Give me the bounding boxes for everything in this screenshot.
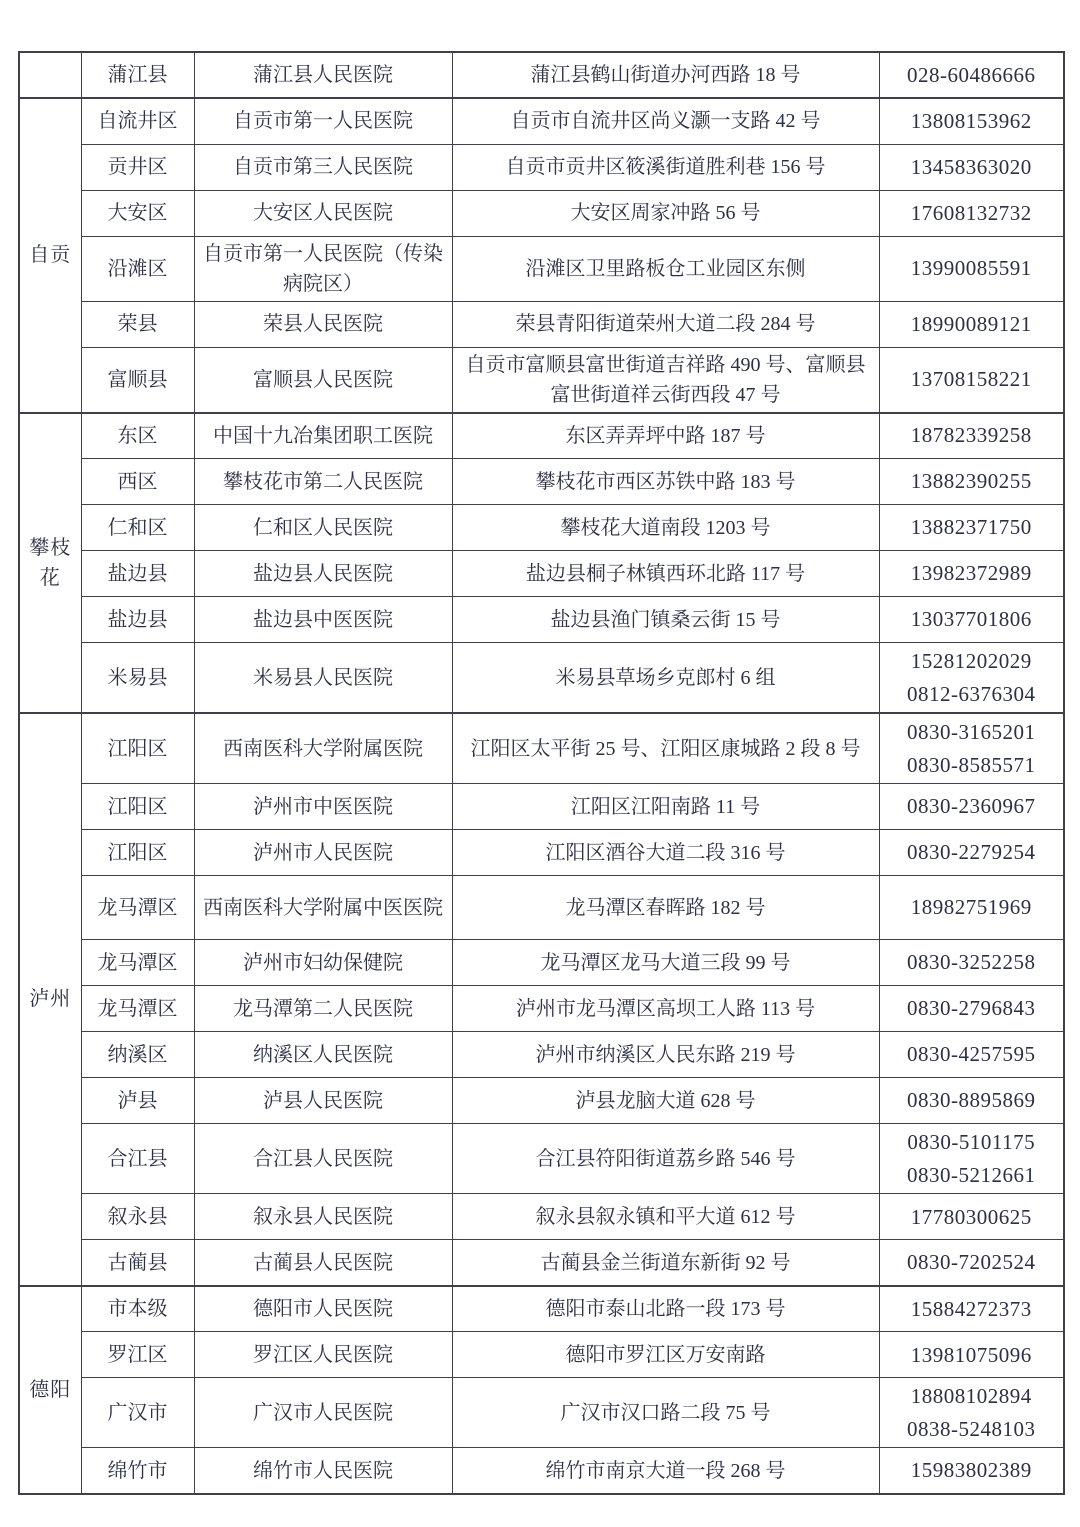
district-cell: 龙马潭区 <box>81 876 194 940</box>
hospital-name-cell: 泸州市妇幼保健院 <box>194 940 452 986</box>
hospital-name-cell: 大安区人民医院 <box>194 190 452 236</box>
phone-number: 028-60486666 <box>907 62 1036 87</box>
district-cell: 合江县 <box>81 1124 194 1194</box>
hospital-name-cell: 泸州市中医医院 <box>194 784 452 830</box>
table-row <box>19 551 1064 597</box>
hospital-name-cell: 富顺县人民医院 <box>194 347 452 413</box>
phone-cell <box>879 1194 1064 1240</box>
phone-cell <box>879 1378 1064 1448</box>
phone-number: 13990085591 <box>910 256 1032 281</box>
address-cell: 大安区周家冲路 56 号 <box>452 190 879 236</box>
hospital-name-cell: 广汉市人民医院 <box>194 1378 452 1448</box>
address-cell: 攀枝花大道南段 1203 号 <box>452 505 879 551</box>
table-row <box>19 876 1064 940</box>
district-cell: 西区 <box>81 459 194 505</box>
phone-number: 17608132732 <box>910 200 1032 225</box>
phone-number: 0830-8585571 <box>907 752 1036 777</box>
phone-cell <box>879 190 1064 236</box>
phone-number: 18808102894 <box>910 1384 1032 1409</box>
phone-number: 0830-4257595 <box>907 1042 1036 1067</box>
city-group-cell <box>19 52 81 98</box>
table-row <box>19 98 1064 144</box>
address-cell: 绵竹市南京大道一段 268 号 <box>452 1448 879 1494</box>
hospital-name-cell: 蒲江县人民医院 <box>194 52 452 98</box>
address-cell: 荣县青阳街道荣州大道二段 284 号 <box>452 301 879 347</box>
phone-number: 0830-2796843 <box>907 996 1036 1021</box>
phone-cell <box>879 940 1064 986</box>
district-cell: 泸县 <box>81 1078 194 1124</box>
district-cell: 市本级 <box>81 1286 194 1332</box>
district-cell: 龙马潭区 <box>81 986 194 1032</box>
phone-cell <box>879 597 1064 643</box>
district-cell: 盐边县 <box>81 551 194 597</box>
hospital-name-cell: 绵竹市人民医院 <box>194 1448 452 1494</box>
phone-number: 15884272373 <box>910 1296 1032 1321</box>
phone-cell <box>879 784 1064 830</box>
table-row <box>19 784 1064 830</box>
hospital-name-cell: 荣县人民医院 <box>194 301 452 347</box>
phone-cell <box>879 876 1064 940</box>
district-cell: 荣县 <box>81 301 194 347</box>
address-cell: 德阳市罗江区万安南路 <box>452 1332 879 1378</box>
phone-number: 0830-2360967 <box>907 794 1036 819</box>
district-cell: 自流井区 <box>81 98 194 144</box>
phone-cell <box>879 713 1064 784</box>
district-cell: 广汉市 <box>81 1378 194 1448</box>
table-row <box>19 986 1064 1032</box>
hospital-name-cell: 盐边县人民医院 <box>194 551 452 597</box>
phone-number: 15983802389 <box>910 1458 1032 1483</box>
hospital-name-cell: 盐边县中医医院 <box>194 597 452 643</box>
hospital-name-cell: 自贡市第一人民医院 <box>194 98 452 144</box>
phone-cell <box>879 236 1064 301</box>
table-row <box>19 1078 1064 1124</box>
phone-number: 18990089121 <box>910 311 1032 336</box>
table-row <box>19 597 1064 643</box>
phone-cell <box>879 301 1064 347</box>
hospital-name-cell: 西南医科大学附属中医医院 <box>194 876 452 940</box>
address-cell: 德阳市泰山北路一段 173 号 <box>452 1286 879 1332</box>
hospital-name-cell: 仁和区人民医院 <box>194 505 452 551</box>
phone-number: 13458363020 <box>910 154 1032 179</box>
phone-number: 13037701806 <box>910 607 1032 632</box>
address-cell: 古蔺县金兰街道东新街 92 号 <box>452 1240 879 1286</box>
hospital-name-cell: 德阳市人民医院 <box>194 1286 452 1332</box>
address-cell: 自贡市贡井区筱溪街道胜利巷 156 号 <box>452 144 879 190</box>
address-cell: 泸县龙脑大道 628 号 <box>452 1078 879 1124</box>
district-cell: 江阳区 <box>81 784 194 830</box>
district-cell: 江阳区 <box>81 713 194 784</box>
district-cell: 龙马潭区 <box>81 940 194 986</box>
table-row <box>19 830 1064 876</box>
table-row <box>19 144 1064 190</box>
table-row <box>19 413 1064 459</box>
table-row <box>19 459 1064 505</box>
hospital-name-cell: 攀枝花市第二人民医院 <box>194 459 452 505</box>
table-row <box>19 1240 1064 1286</box>
address-cell: 江阳区太平街 25 号、江阳区康城路 2 段 8 号 <box>452 713 879 784</box>
district-cell: 东区 <box>81 413 194 459</box>
phone-number: 18782339258 <box>910 423 1032 448</box>
city-group-cell: 自贡 <box>19 98 81 413</box>
phone-cell <box>879 347 1064 413</box>
address-cell: 米易县草场乡克郎村 6 组 <box>452 643 879 714</box>
phone-cell <box>879 830 1064 876</box>
hospital-name-cell: 自贡市第三人民医院 <box>194 144 452 190</box>
hospital-name-cell: 西南医科大学附属医院 <box>194 713 452 784</box>
phone-cell <box>879 1124 1064 1194</box>
district-cell: 纳溪区 <box>81 1032 194 1078</box>
phone-number: 0830-2279254 <box>907 840 1036 865</box>
hospital-name-cell: 中国十九冶集团职工医院 <box>194 413 452 459</box>
phone-number: 13882390255 <box>910 469 1032 494</box>
address-cell: 合江县符阳街道荔乡路 546 号 <box>452 1124 879 1194</box>
phone-cell <box>879 144 1064 190</box>
address-cell: 泸州市纳溪区人民东路 219 号 <box>452 1032 879 1078</box>
table-row <box>19 236 1064 301</box>
table-row <box>19 1378 1064 1448</box>
phone-number: 0830-3165201 <box>907 720 1036 745</box>
hospital-table <box>18 51 1065 1495</box>
district-cell: 沿滩区 <box>81 236 194 301</box>
table-row <box>19 643 1064 714</box>
phone-number: 0830-8895869 <box>907 1088 1036 1113</box>
phone-number: 13981075096 <box>910 1342 1032 1367</box>
table-row <box>19 1448 1064 1494</box>
hospital-name-cell: 叙永县人民医院 <box>194 1194 452 1240</box>
table-row <box>19 1124 1064 1194</box>
phone-cell <box>879 1032 1064 1078</box>
district-cell: 古蔺县 <box>81 1240 194 1286</box>
phone-cell <box>879 551 1064 597</box>
address-cell: 叙永县叙永镇和平大道 612 号 <box>452 1194 879 1240</box>
district-cell: 仁和区 <box>81 505 194 551</box>
phone-cell <box>879 459 1064 505</box>
phone-number: 13882371750 <box>910 515 1032 540</box>
phone-cell <box>879 1332 1064 1378</box>
phone-cell <box>879 505 1064 551</box>
table-row <box>19 1032 1064 1078</box>
district-cell: 江阳区 <box>81 830 194 876</box>
phone-cell <box>879 1286 1064 1332</box>
phone-number: 0830-5101175 <box>907 1130 1036 1155</box>
address-cell: 自贡市富顺县富世街道吉祥路 490 号、富顺县富世街道祥云街西段 47 号 <box>452 347 879 413</box>
phone-cell <box>879 1448 1064 1494</box>
hospital-name-cell: 合江县人民医院 <box>194 1124 452 1194</box>
address-cell: 江阳区江阳南路 11 号 <box>452 784 879 830</box>
hospital-table-body <box>19 52 1064 1494</box>
address-cell: 龙马潭区龙马大道三段 99 号 <box>452 940 879 986</box>
phone-number: 0830-7202524 <box>907 1250 1036 1275</box>
phone-number: 18982751969 <box>910 895 1032 920</box>
hospital-name-cell: 泸县人民医院 <box>194 1078 452 1124</box>
phone-cell <box>879 52 1064 98</box>
phone-number: 13808153962 <box>910 108 1032 133</box>
hospital-name-cell: 古蔺县人民医院 <box>194 1240 452 1286</box>
phone-number: 0838-5248103 <box>907 1416 1036 1441</box>
phone-number: 17780300625 <box>910 1204 1032 1229</box>
phone-cell <box>879 1240 1064 1286</box>
address-cell: 盐边县渔门镇桑云街 15 号 <box>452 597 879 643</box>
address-cell: 沿滩区卫里路板仓工业园区东侧 <box>452 236 879 301</box>
phone-number: 0830-5212661 <box>907 1162 1036 1187</box>
phone-cell <box>879 413 1064 459</box>
district-cell: 罗江区 <box>81 1332 194 1378</box>
address-cell: 蒲江县鹤山街道办河西路 18 号 <box>452 52 879 98</box>
table-row <box>19 505 1064 551</box>
city-group-cell: 泸州 <box>19 713 81 1286</box>
district-cell: 盐边县 <box>81 597 194 643</box>
district-cell: 富顺县 <box>81 347 194 413</box>
address-cell: 龙马潭区春晖路 182 号 <box>452 876 879 940</box>
hospital-name-cell: 罗江区人民医院 <box>194 1332 452 1378</box>
table-row <box>19 301 1064 347</box>
hospital-name-cell: 泸州市人民医院 <box>194 830 452 876</box>
table-row <box>19 1286 1064 1332</box>
phone-number: 0812-6376304 <box>907 681 1036 706</box>
city-group-cell: 攀枝花 <box>19 413 81 714</box>
address-cell: 东区弄弄坪中路 187 号 <box>452 413 879 459</box>
district-cell: 贡井区 <box>81 144 194 190</box>
address-cell: 泸州市龙马潭区高坝工人路 113 号 <box>452 986 879 1032</box>
phone-cell <box>879 643 1064 714</box>
city-group-cell: 德阳 <box>19 1286 81 1494</box>
hospital-name-cell: 龙马潭第二人民医院 <box>194 986 452 1032</box>
address-cell: 攀枝花市西区苏铁中路 183 号 <box>452 459 879 505</box>
phone-number: 15281202029 <box>910 649 1032 673</box>
table-row <box>19 1194 1064 1240</box>
address-cell: 自贡市自流井区尚义灏一支路 42 号 <box>452 98 879 144</box>
address-cell: 广汉市汉口路二段 75 号 <box>452 1378 879 1448</box>
table-row <box>19 190 1064 236</box>
district-cell: 叙永县 <box>81 1194 194 1240</box>
phone-number: 0830-3252258 <box>907 950 1036 975</box>
table-row <box>19 1332 1064 1378</box>
phone-number: 13708158221 <box>910 367 1032 392</box>
hospital-name-cell: 自贡市第一人民医院（传染病院区） <box>194 236 452 301</box>
phone-number: 13982372989 <box>910 561 1032 586</box>
table-row <box>19 713 1064 784</box>
district-cell: 绵竹市 <box>81 1448 194 1494</box>
document-page <box>18 51 1065 1495</box>
district-cell: 大安区 <box>81 190 194 236</box>
address-cell: 盐边县桐子林镇西环北路 117 号 <box>452 551 879 597</box>
hospital-name-cell: 纳溪区人民医院 <box>194 1032 452 1078</box>
phone-cell <box>879 98 1064 144</box>
phone-cell <box>879 1078 1064 1124</box>
phone-cell <box>879 986 1064 1032</box>
table-row <box>19 52 1064 98</box>
address-cell: 江阳区酒谷大道二段 316 号 <box>452 830 879 876</box>
table-row <box>19 940 1064 986</box>
district-cell: 蒲江县 <box>81 52 194 98</box>
table-row <box>19 347 1064 413</box>
hospital-name-cell: 米易县人民医院 <box>194 643 452 714</box>
district-cell: 米易县 <box>81 643 194 714</box>
